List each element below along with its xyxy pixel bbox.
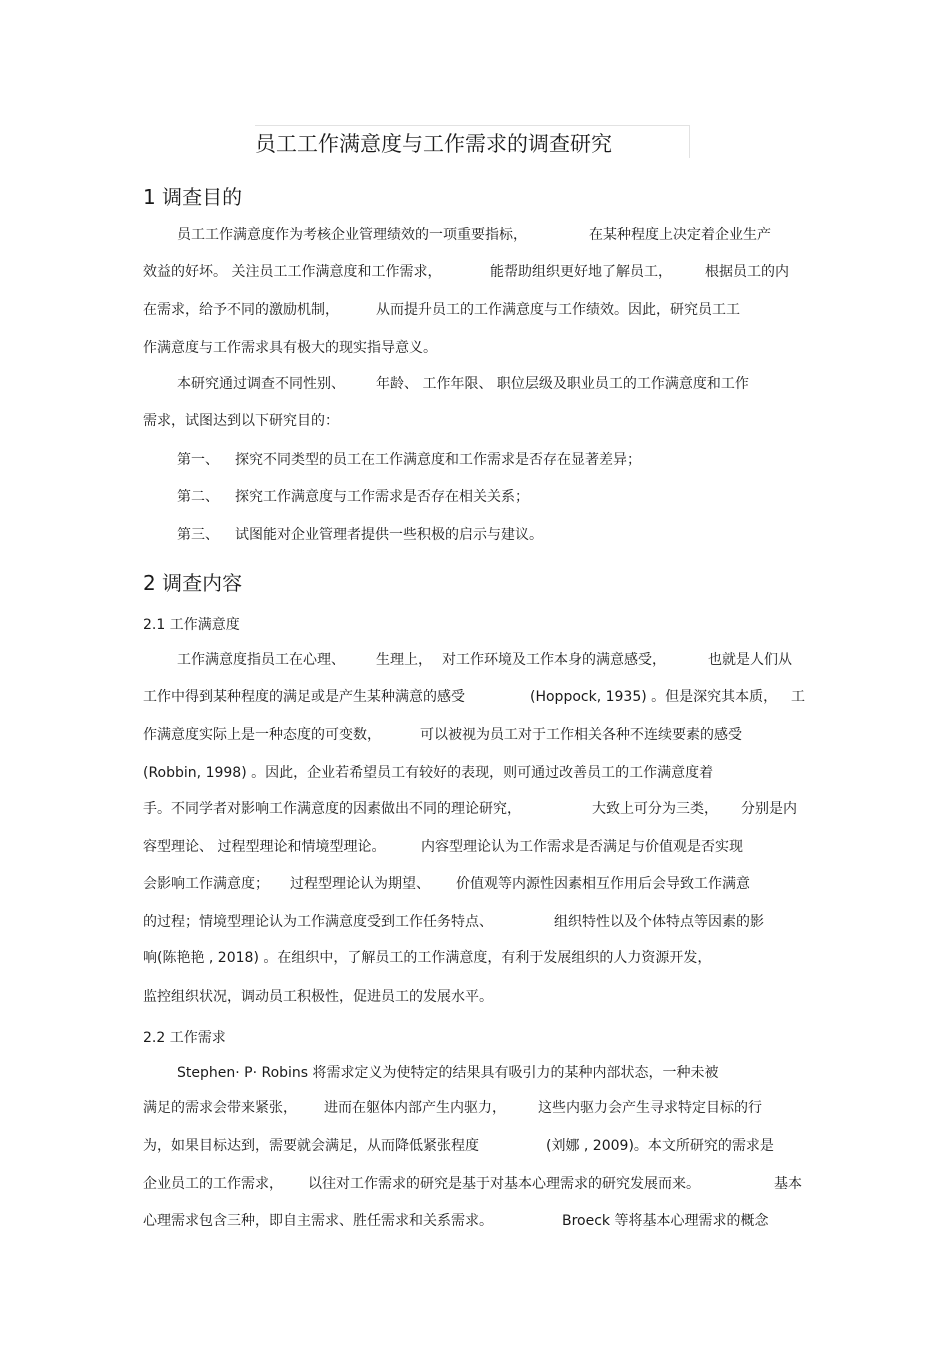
goal-text: 探究工作满意度与工作需求是否存在相关关系； [235,489,529,505]
text-segment: 为，如果目标达到，需要就会满足，从而降低紧张程度 [143,1138,479,1154]
text-segment: 工作满意度指员工在心理、 [177,652,345,668]
text-segment: (Robbin, 1998) 。因此，企业若希望员工有较好的表现，则可通过改善员工的工作满意度着 [143,765,714,781]
title-box [255,125,690,158]
text-segment: 从而提升员工的工作满意度与工作绩效。因此，研究员工工 [376,302,740,318]
paragraph-line [143,913,764,931]
text-segment: 会影响工作满意度； [143,876,269,892]
text-segment: 作满意度实际上是一种态度的可变数， [143,727,381,743]
goal-number: 第二、 [177,489,219,505]
paragraph-line [177,375,749,393]
paragraph-line [143,1175,802,1193]
text-segment: 根据员工的内 [705,264,789,280]
subsection-2-2-heading: 2.2 工作需求 [143,1030,226,1046]
goal-text: 探究不同类型的员工在工作满意度和工作需求是否存在显著差异； [235,452,641,468]
text-segment: 基本 [774,1176,802,1192]
text-segment: 价值观等内源性因素相互作用后会导致工作满意 [456,876,750,892]
text-segment: 分别是内 [741,801,797,817]
paragraph-line [143,800,797,818]
text-segment: 的过程；情境型理论认为工作满意度受到工作任务特点、 [143,914,493,930]
paragraph-line [143,875,750,893]
paragraph-line [143,838,743,856]
paragraph-line [143,339,437,357]
goal-text: 试图能对企业管理者提供一些积极的启示与建议。 [235,527,543,543]
text-segment: 内容型理论认为工作需求是否满足与价值观是否实现 [421,839,743,855]
paragraph-line [143,263,789,281]
paragraph-line [177,651,792,669]
text-segment: 在某种程度上决定着企业生产 [589,227,771,243]
paragraph-line [143,688,805,706]
text-segment: 需求，试图达到以下研究目的： [143,413,339,429]
text-segment: 工作中得到某种程度的满足或是产生某种满意的感受 [143,689,465,705]
paragraph-line [143,1099,762,1117]
text-segment: 对工作环境及工作本身的满意感受， [442,652,666,668]
goal-item [177,451,641,469]
text-segment: 作满意度与工作需求具有极大的现实指导意义。 [143,340,437,356]
goal-item [177,526,543,544]
text-segment: 能帮助组织更好地了解员工， [490,264,672,280]
document-title: 员工工作满意度与工作需求的调查研究 [255,132,612,156]
text-segment: 效益的好坏。 关注员工工作满意度和工作需求， [143,264,442,280]
text-segment: 响(陈艳艳 , 2018) 。在组织中，了解员工的工作满意度，有利于发展组织的人力资源开发， [143,950,712,966]
goal-number: 第一、 [177,452,219,468]
text-segment: 大致上可分为三类， [592,801,718,817]
text-segment: 心理需求包含三种，即自主需求、胜任需求和关系需求。 [143,1213,493,1229]
text-segment: 容型理论、 过程型理论和情境型理论。 [143,839,386,855]
text-segment: 企业员工的工作需求， [143,1176,283,1192]
paragraph-line [143,726,742,744]
text-segment: Broeck 等将基本心理需求的概念 [562,1213,769,1229]
paragraph-line [143,949,711,967]
text-segment: (Hoppock, 1935) 。但是深究其本质， [530,689,778,705]
text-segment: 这些内驱力会产生寻求特定目标的行 [538,1100,762,1116]
paragraph-line [143,988,493,1006]
paragraph-line [177,226,771,244]
paragraph-line [177,1064,719,1082]
paragraph-line [143,1212,769,1230]
text-segment: 生理上， [376,652,432,668]
paragraph-line [143,1137,774,1155]
text-segment: 过程型理论认为期望、 [290,876,430,892]
text-segment: 在需求，给予不同的激励机制， [143,302,339,318]
text-segment: 年龄、 工作年限、 职位层级及职业员工的工作满意度和工作 [376,376,749,392]
text-segment: 手。不同学者对影响工作满意度的因素做出不同的理论研究， [143,801,521,817]
text-segment: (刘娜 , 2009)。本文所研究的需求是 [546,1138,774,1154]
text-segment: Stephen· P· Robins 将需求定义为使特定的结果具有吸引力的某种内部状态，一种未被 [177,1065,719,1081]
goal-number: 第三、 [177,527,219,543]
text-segment: 进而在躯体内部产生内驱力， [324,1100,506,1116]
text-segment: 员工工作满意度作为考核企业管理绩效的一项重要指标， [177,227,527,243]
paragraph-line [143,764,713,782]
text-segment: 本研究通过调查不同性别、 [177,376,345,392]
goal-item [177,488,529,506]
subsection-2-1-heading: 2.1 工作满意度 [143,617,240,633]
paragraph-line [143,301,740,319]
paragraph-line [143,412,339,430]
text-segment: 组织特性以及个体特点等因素的影 [554,914,764,930]
text-segment: 工 [791,689,805,705]
text-segment: 也就是人们从 [708,652,792,668]
section-2-heading: 2 调查内容 [143,571,243,595]
section-1-heading: 1 调查目的 [143,185,243,209]
text-segment: 可以被视为员工对于工作相关各种不连续要素的感受 [420,727,742,743]
text-segment: 监控组织状况，调动员工积极性，促进员工的发展水平。 [143,989,493,1005]
text-segment: 满足的需求会带来紧张， [143,1100,297,1116]
text-segment: 以往对工作需求的研究是基于对基本心理需求的研究发展而来。 [308,1176,700,1192]
